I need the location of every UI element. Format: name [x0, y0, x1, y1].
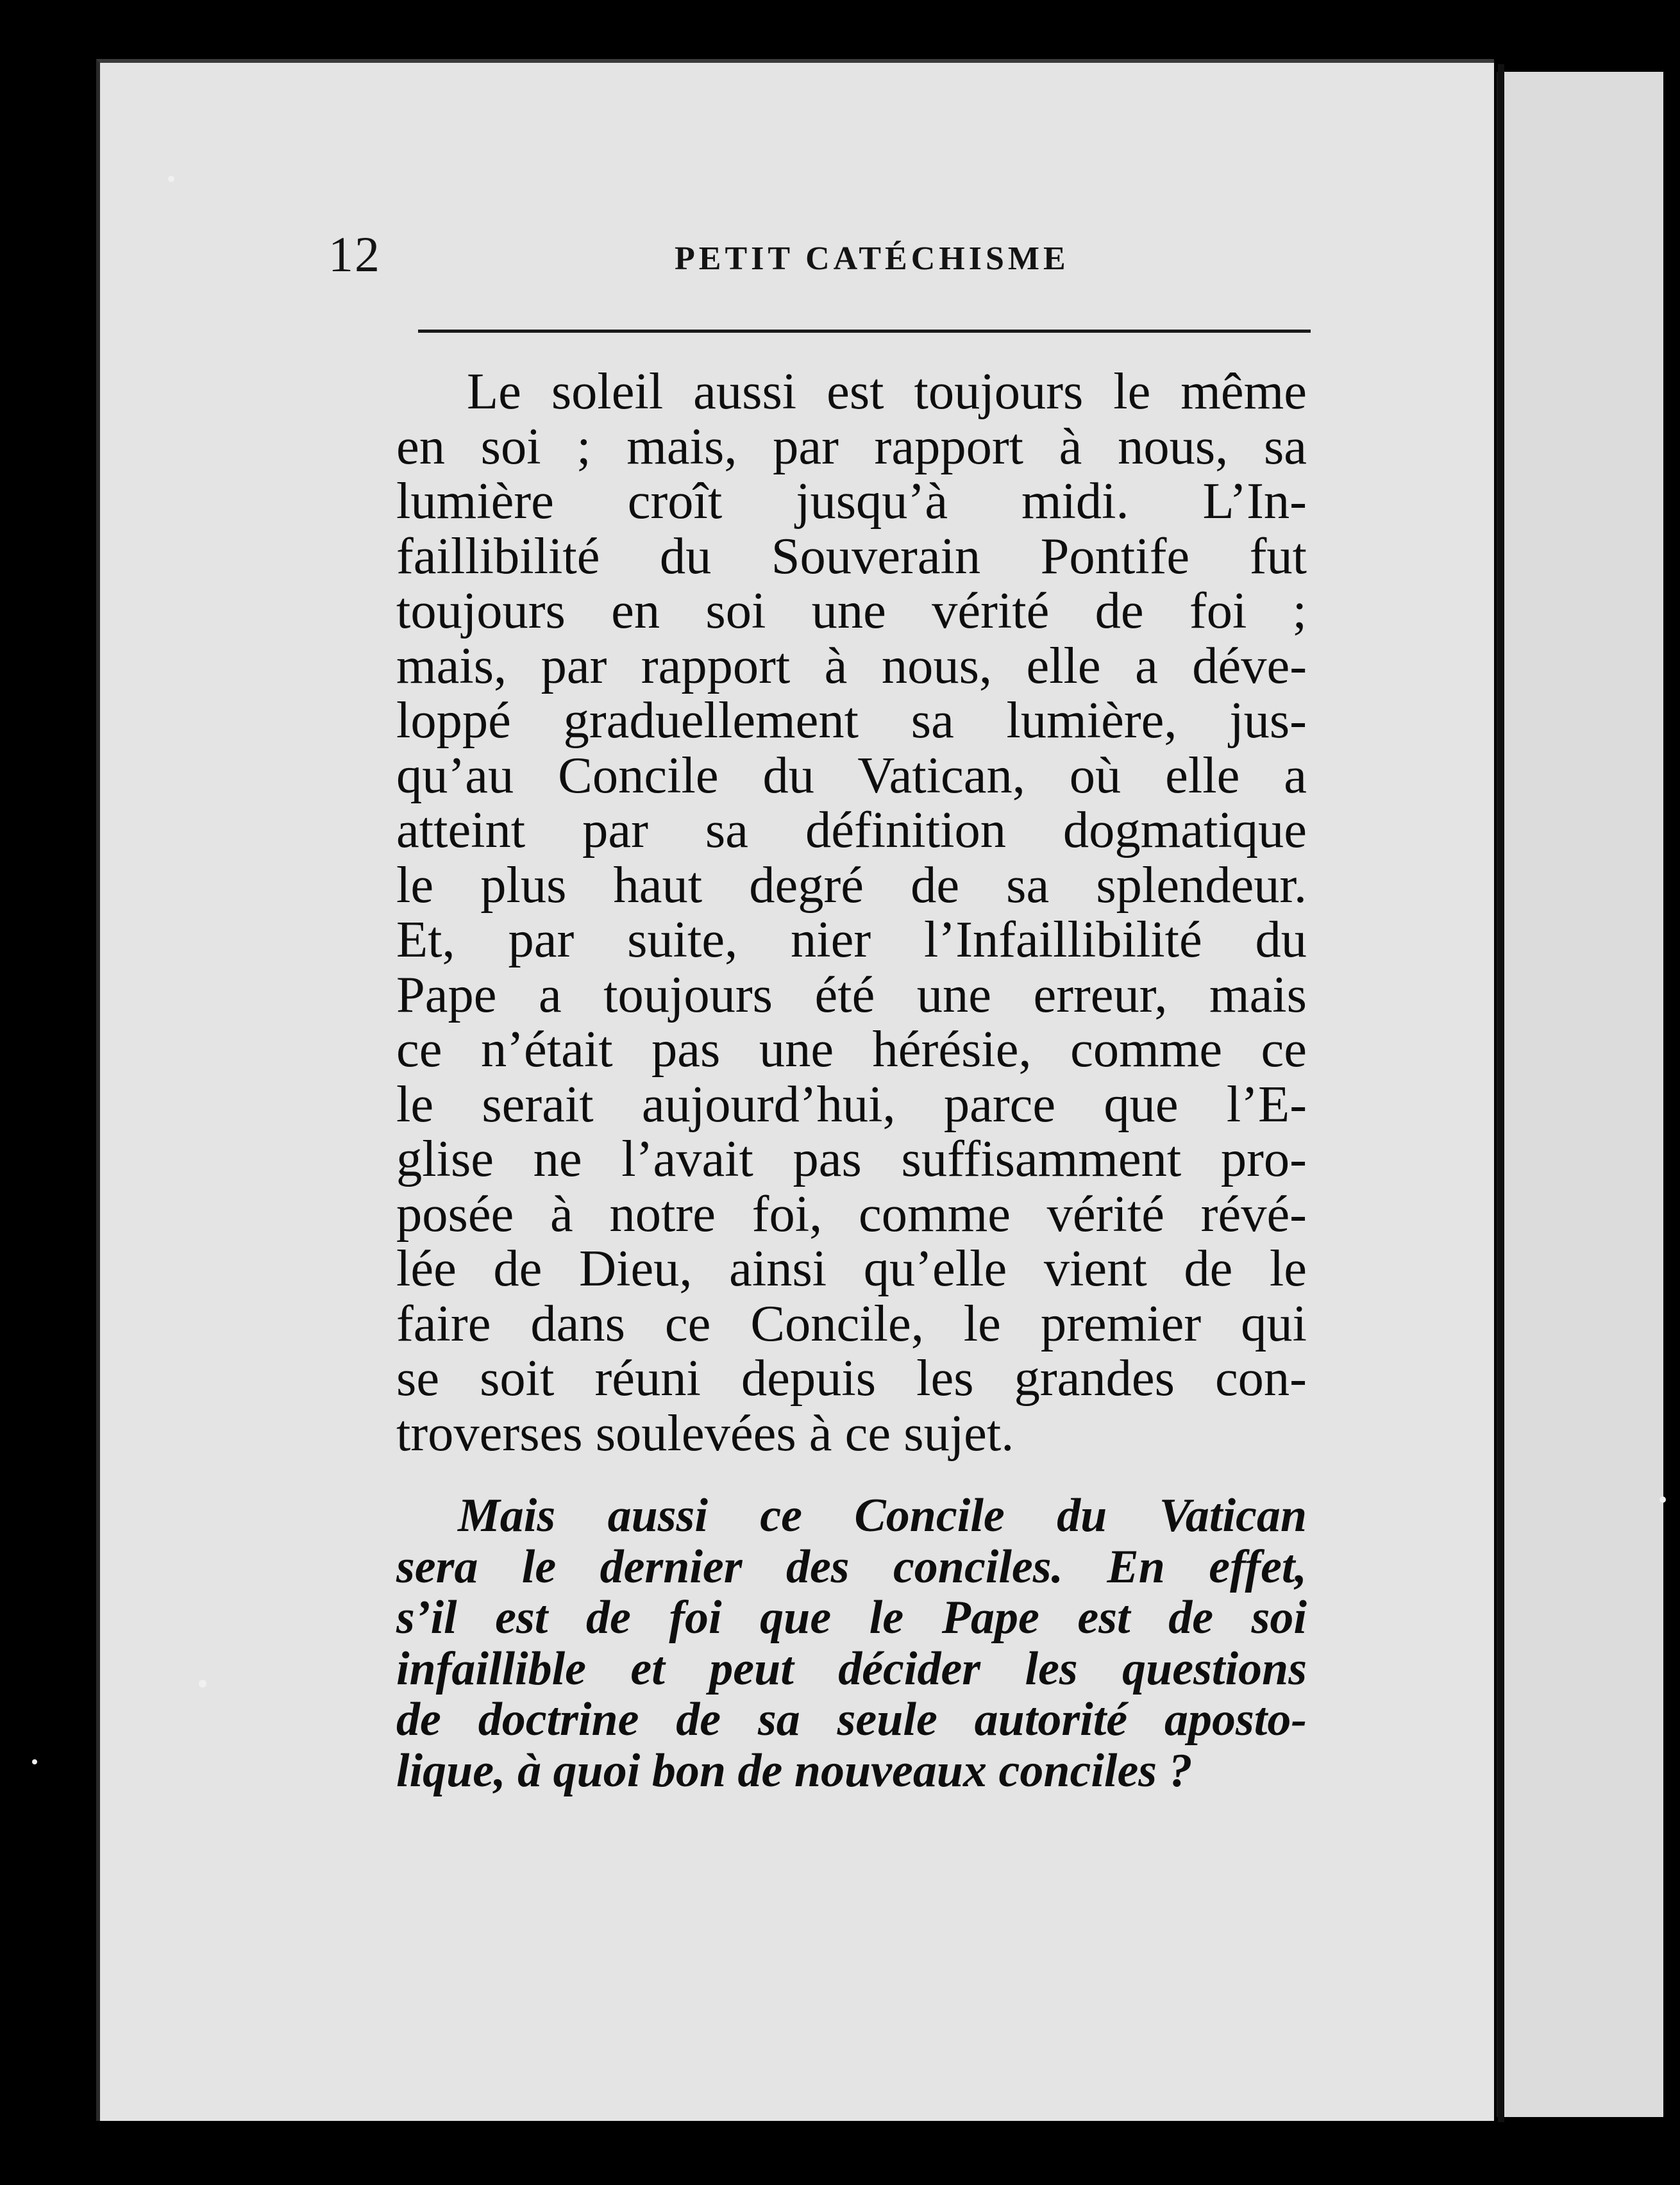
text-line: ce n’était pas une hérésie, comme ce: [396, 1021, 1307, 1078]
text-line: se soit réuni depuis les grandes con-: [396, 1350, 1307, 1407]
text-line: lique, à quoi bon de nouveaux conciles ?: [396, 1744, 1193, 1797]
text-line: infaillible et peut décider les questions: [396, 1642, 1307, 1695]
text-line: sera le dernier des conciles. En effet,: [396, 1540, 1307, 1593]
text-line: qu’au Concile du Vatican, où elle a: [396, 746, 1307, 804]
text-line: mais, par rapport à nous, elle a déve-: [396, 637, 1307, 694]
scan-speck: [199, 1680, 206, 1687]
text-line: loppé graduellement sa lumière, jus-: [396, 692, 1307, 749]
text-line: Le soleil aussi est toujours le même: [467, 363, 1307, 420]
text-line: glise ne l’avait pas suffisamment pro-: [396, 1130, 1307, 1187]
paragraph-2: [396, 1489, 1307, 1795]
page-gutter: [1498, 64, 1504, 2122]
text-line: faillibilité du Souverain Pontife fut: [396, 527, 1307, 585]
page-number: 12: [328, 226, 381, 282]
text-line: Mais aussi ce Concile du Vatican: [458, 1489, 1307, 1542]
facing-page-edge: [1497, 72, 1663, 2117]
header-rule: [418, 330, 1311, 333]
scan-speck: [1659, 1496, 1666, 1503]
text-line: faire dans ce Concile, le premier qui: [396, 1294, 1307, 1352]
text-line: posée à notre foi, comme vérité révé-: [396, 1185, 1307, 1243]
text-line: Pape a toujours été une erreur, mais: [396, 966, 1307, 1023]
paragraph-1: [396, 364, 1307, 1461]
text-line: troverses soulevées à ce sujet.: [396, 1404, 1014, 1462]
text-line: de doctrine de sa seule autorité aposto-: [396, 1693, 1307, 1746]
text-line: lée de Dieu, ainsi qu’elle vient de le: [396, 1240, 1307, 1297]
running-head: PETIT CATÉCHISME: [675, 240, 1070, 277]
text-line: le plus haut degré de sa splendeur.: [396, 856, 1307, 914]
page-body: [396, 364, 1307, 1795]
text-line: toujours en soi une vérité de foi ;: [396, 582, 1307, 639]
text-line: atteint par sa définition dogmatique: [396, 801, 1307, 858]
text-line: lumière croît jusqu’à midi. L’In-: [396, 473, 1307, 530]
text-line: s’il est de foi que le Pape est de soi: [396, 1591, 1307, 1644]
text-line: le serait aujourd’hui, parce que l’E-: [396, 1075, 1307, 1133]
scan-speck: [32, 1759, 37, 1764]
page-header: [328, 226, 1354, 296]
scan-speck: [168, 176, 174, 182]
text-line: Et, par suite, nier l’Infaillibilité du: [396, 911, 1307, 968]
text-line: en soi ; mais, par rapport à nous, sa: [396, 417, 1307, 475]
